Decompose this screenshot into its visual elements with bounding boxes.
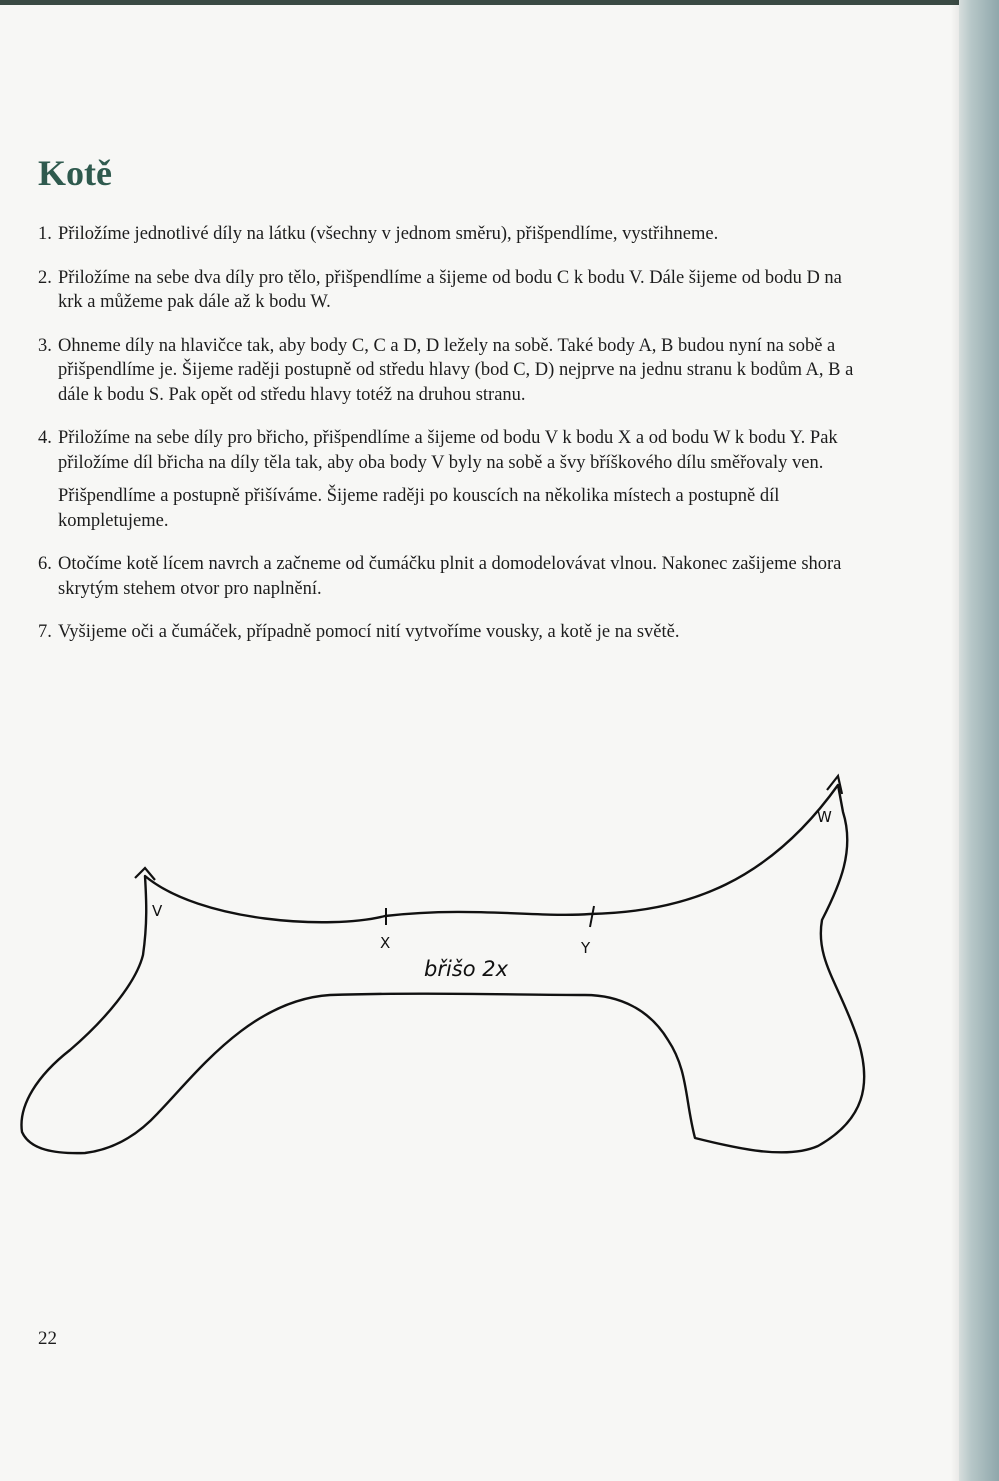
instruction-list — [38, 222, 858, 664]
step-paragraph: Přiložíme na sebe díly pro břicho, přišpendlíme a šijeme od bodu V k bodu X a od bodu W k bodu Y. Pak přiložíme díl břicha na díly těla tak, aby oba body V byly na sobě a švy bříškového dílu směřovaly ven. — [58, 428, 838, 473]
step-text — [58, 334, 858, 408]
instruction-step — [38, 620, 858, 645]
pattern-label: břišo 2x — [424, 957, 509, 981]
instruction-step — [38, 426, 858, 533]
page-number: 22 — [38, 1328, 57, 1349]
instruction-step — [38, 552, 858, 601]
point-x-label: X — [380, 934, 391, 952]
step-paragraph: Přiložíme na sebe dva díly pro tělo, přišpendlíme a šijeme od bodu C k bodu V. Dále šijeme od bodu D na krk a můžeme pak dále až k bodu W. — [58, 267, 842, 312]
step-text — [58, 266, 858, 315]
step-text — [58, 222, 858, 247]
step-text — [58, 426, 858, 533]
belly-pattern-drawing — [0, 760, 960, 1180]
point-y-mark — [590, 906, 594, 927]
step-text — [58, 552, 858, 601]
step-paragraph: Přiložíme jednotlivé díly na látku (všechny v jednom směru), přišpendlíme, vystřihneme. — [58, 224, 719, 244]
adjacent-page-edge — [959, 0, 999, 1481]
instruction-step — [38, 222, 858, 247]
step-number: 3. — [38, 335, 52, 356]
page-title: Kotě — [38, 153, 112, 193]
page-gutter-shadow — [951, 0, 959, 1481]
instruction-step — [38, 266, 858, 315]
point-v-label: V — [152, 902, 163, 920]
step-text — [58, 620, 858, 645]
step-number: 7. — [38, 622, 52, 642]
step-paragraph: Otočíme kotě lícem navrch a začneme od čumáčku plnit a domodelovávat vlnou. Nakonec zašijeme shora skrytým stehem otvor pro naplnění. — [58, 554, 842, 599]
point-w-label: W — [817, 808, 832, 826]
step-number: 1. — [38, 224, 52, 244]
instruction-step — [38, 334, 858, 408]
top-rule — [0, 0, 960, 5]
step-number: 2. — [38, 267, 52, 288]
step-paragraph: Ohneme díly na hlavičce tak, aby body C, C a D, D ležely na sobě. Také body A, B budou nyní na sobě a přišpendlíme je. Šijeme raději postupně od středu hlavy (bod C, D) nejprve na jednu stranu k bodům A, B a dále k bodu S. Pak opět od středu hlavy totéž na druhou stranu. — [58, 335, 854, 405]
step-number: 6. — [38, 554, 52, 574]
step-paragraph: Přišpendlíme a postupně přišíváme. Šijeme raději po kouscích na několika místech a postupně díl kompletujeme. — [58, 486, 780, 531]
step-number: 4. — [38, 428, 52, 448]
step-paragraph: Vyšijeme oči a čumáček, případně pomocí nití vytvoříme vousky, a kotě je na světě. — [58, 622, 680, 642]
point-y-label: Y — [581, 939, 591, 957]
